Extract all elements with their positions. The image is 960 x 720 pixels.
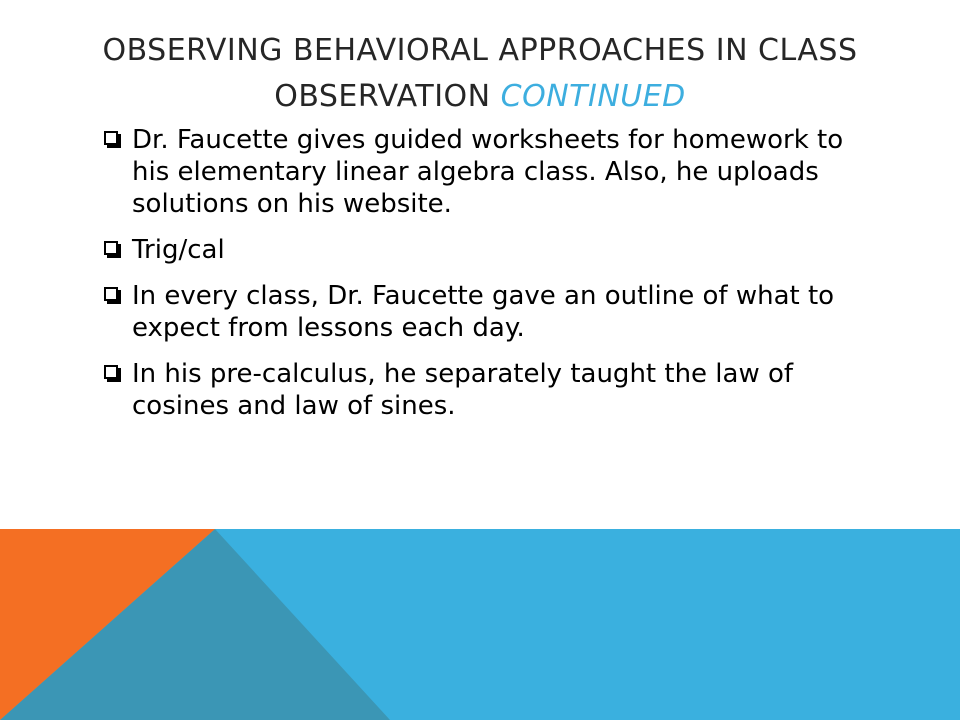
bullet-list	[104, 124, 844, 436]
decorative-bottom-band	[0, 529, 960, 720]
bullet-item	[104, 280, 844, 344]
square-bullet-icon	[104, 131, 118, 145]
bullet-item	[104, 124, 844, 220]
square-bullet-icon	[104, 241, 118, 255]
bullet-text: In his pre-calculus, he separately taught the law of cosines and law of sines.	[132, 359, 794, 421]
slide-title-main: OBSERVING BEHAVIORAL APPROACHES IN CLASS OBSERVATION	[102, 33, 858, 114]
square-bullet-icon	[104, 287, 118, 301]
bullet-item	[104, 358, 844, 422]
bullet-text: Dr. Faucette gives guided worksheets for homework to his elementary linear algebra class. Also, he uploads solutions on his website.	[132, 125, 844, 219]
bullet-item	[104, 234, 844, 266]
bullet-text: In every class, Dr. Faucette gave an outline of what to expect from lessons each day.	[132, 281, 835, 343]
slide-title	[100, 28, 860, 120]
bullet-text: Trig/cal	[132, 235, 225, 265]
slide-title-accent: CONTINUED	[500, 79, 686, 114]
square-bullet-icon	[104, 365, 118, 379]
